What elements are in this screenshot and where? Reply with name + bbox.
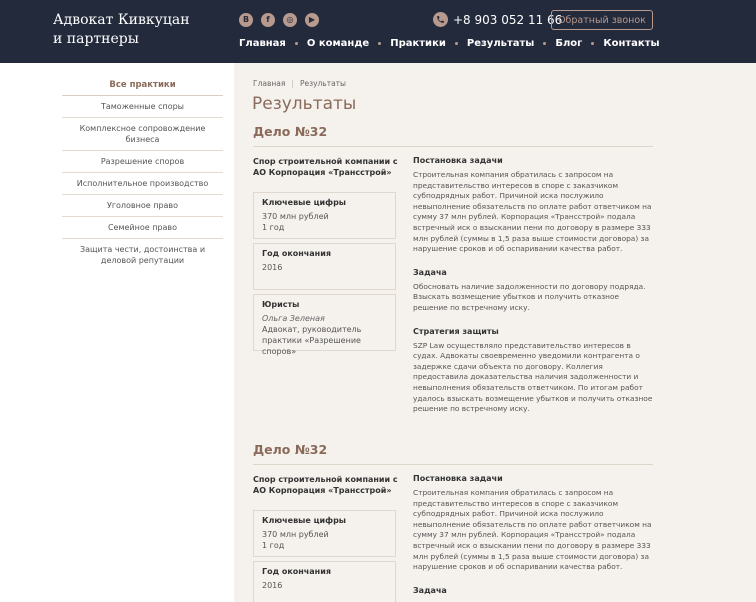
key-figures-label: Ключевые цифры [262, 516, 347, 525]
youtube-icon[interactable]: ▶ [305, 13, 319, 27]
nav-item-results[interactable]: Результаты [466, 38, 535, 49]
lawyers-label: Юристы [262, 300, 300, 309]
case-title: Дело №32 [253, 442, 653, 465]
facebook-icon[interactable]: f [261, 13, 275, 27]
year-value: 2016 [262, 263, 283, 272]
task-setting-text: Строительная компания обратилась с запросом на представительство интересов в споре с заказчиком субподрядных работ. Причиной иска послужило невыполнение обязательств по оплате работ ответчиком на сумму 37 млн рублей. Корпорация «Трансстрой» подала встречный иск о взыскании пени по договору в размере 333 млн рублей (суммы в 1,5 раза выше стоимости договора) за нарушение сроков и об оспаривании качества работ. [413, 170, 652, 254]
key-figures-box [253, 510, 396, 557]
year-box [253, 243, 396, 290]
sidebar-item-honor-protection[interactable]: Защита чести, достоинства и деловой репутации [79, 245, 206, 265]
sidebar-item-enforcement[interactable]: Исполнительное производство [62, 173, 223, 195]
site-logo[interactable]: Адвокат Кивкуцан и партнеры [53, 12, 190, 47]
breadcrumb [253, 79, 346, 88]
nav-item-contacts[interactable]: Контакты [603, 38, 660, 49]
key-figure-duration: 1 год [262, 541, 285, 550]
instagram-icon[interactable]: ◎ [283, 13, 297, 27]
key-figures-box [253, 192, 396, 239]
nav-item-home[interactable]: Главная [239, 38, 286, 49]
nav-item-blog[interactable]: Блог [555, 38, 583, 49]
social-links [239, 13, 319, 27]
strategy-text: SZP Law осуществляло представительство интересов в судах. Адвокаты своевременно уведомили контрагента о задержке сдачи объекта по договору. Коллегия предоставила доказательства наличия задолженности и невыполнения обязательств ответчиком. По итогам работ удалось взыскать возмещение убытков и получить отказное решение по встречному иску. [413, 340, 653, 414]
case-card [253, 124, 653, 434]
key-figure-duration: 1 год [262, 223, 285, 232]
lawyers-box [253, 294, 396, 356]
lawyer-role: Адвокат, руководитель практики «Разрешение споров» [262, 325, 362, 356]
sidebar-item-customs[interactable]: Таможенные споры [62, 96, 223, 118]
key-figure-amount: 370 млн рублей [262, 212, 329, 221]
task-setting-text: Строительная компания обратилась с запросом на представительство интересов в споре с заказчиком субподрядных работ. Причиной иска послужило невыполнение обязательств по оплате работ ответчиком на сумму 37 млн рублей. Корпорация «Трансстрой» подала встречный иск о взыскании пени по договору в размере 333 млн рублей (суммы в 1,5 раза выше стоимости договора) за нарушение сроков и об оспаривании качества работ. [413, 488, 652, 572]
vk-icon[interactable]: B [239, 13, 253, 27]
year-label: Год окончания [262, 567, 331, 576]
nav-separator [378, 42, 381, 45]
page-title: Результаты [252, 94, 357, 114]
phone-block [433, 12, 562, 27]
task-heading: Задача [413, 267, 447, 277]
sidebar-item-family-law[interactable]: Семейное право [62, 217, 223, 239]
case-details [413, 474, 656, 600]
practices-sidebar [62, 80, 223, 271]
case-subject: Спор строительной компании с АО Корпорация «Трансстрой» [253, 475, 398, 495]
sidebar-item-criminal-law[interactable]: Уголовное право [62, 195, 223, 217]
site-header [0, 0, 756, 63]
key-figures-label: Ключевые цифры [262, 198, 347, 207]
lawyer-name[interactable]: Ольга Зеленая [262, 314, 325, 323]
breadcrumb-home[interactable]: Главная [253, 79, 286, 88]
year-box [253, 561, 396, 602]
sidebar-heading[interactable]: Все практики [62, 80, 223, 96]
results-content [234, 63, 756, 602]
nav-separator [543, 42, 546, 45]
task-setting-heading: Постановка задачи [413, 156, 503, 165]
nav-separator [591, 42, 594, 45]
case-summary [253, 474, 398, 590]
callback-button[interactable]: Обратный звонок [551, 10, 653, 30]
strategy-heading: Стратегия защиты [413, 326, 499, 336]
phone-icon [433, 12, 448, 27]
nav-item-practices[interactable]: Практики [390, 38, 446, 49]
task-setting-heading: Постановка задачи [413, 474, 503, 483]
sidebar-item-business-support[interactable]: Комплексное сопровождение бизнеса [62, 118, 223, 151]
case-subject: Спор строительной компании с АО Корпорация «Трансстрой» [253, 157, 398, 177]
key-figure-amount: 370 млн рублей [262, 530, 329, 539]
nav-item-about[interactable]: О команде [306, 38, 370, 49]
year-label: Год окончания [262, 249, 331, 258]
task-heading: Задача [413, 585, 447, 595]
phone-number[interactable]: +8 903 052 11 66 [453, 12, 563, 27]
case-card [253, 442, 653, 602]
breadcrumb-separator: | [291, 79, 294, 88]
case-summary [253, 156, 398, 356]
case-details [413, 156, 656, 415]
nav-separator [455, 42, 458, 45]
nav-separator [295, 42, 298, 45]
case-title: Дело №32 [253, 124, 653, 147]
sidebar-item-disputes[interactable]: Разрешение споров [62, 151, 223, 173]
breadcrumb-current: Результаты [299, 79, 346, 88]
task-text: Обосновать наличие задолженности по договору подряда. Взыскать возмещение убытков и получить отказное решение по встречному иску. [413, 281, 646, 312]
year-value: 2016 [262, 581, 283, 590]
main-nav [239, 38, 660, 49]
